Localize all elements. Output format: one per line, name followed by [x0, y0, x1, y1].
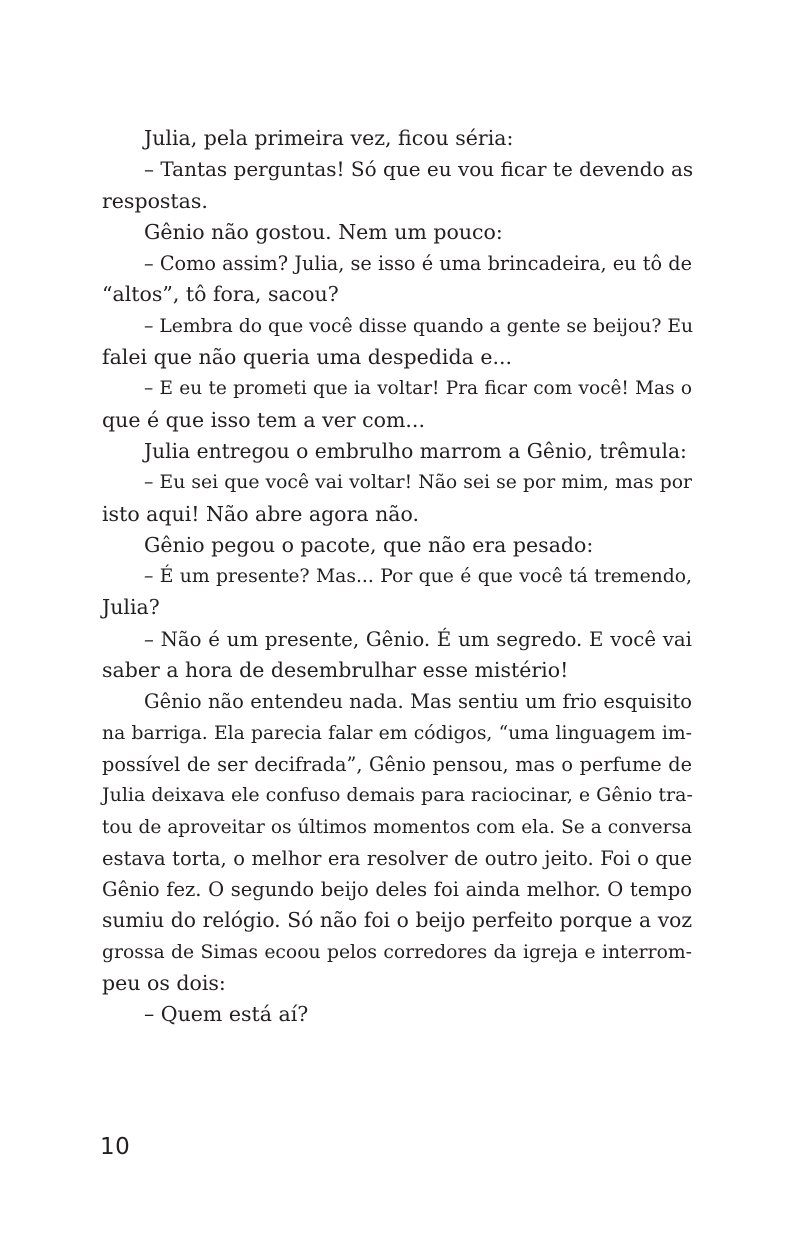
text-line: “altos”, tô fora, sacou?: [102, 282, 339, 307]
text-line: possível de ser decifrada”, Gênio pensou, mas o perfume de: [102, 752, 692, 776]
text-line: Julia, pela primeira vez, ficou séria:: [144, 126, 514, 150]
text-line: – Não é um presente, Gênio. É um segredo. E você vai: [144, 627, 692, 651]
text-line: – Lembra do que você disse quando a gente se beijou? Eu: [144, 315, 694, 337]
text-line: Gênio não gostou. Nem um pouco:: [144, 219, 503, 244]
text-line: Gênio fez. O segundo beijo deles foi ainda melhor. O tempo: [102, 878, 692, 902]
text-line: grossa de Simas ecoou pelos corredores da igreja e interrom-: [102, 941, 692, 963]
text-line: – Quem está aí?: [144, 1002, 309, 1027]
text-line: – Tantas perguntas! Só que eu vou ficar te devendo as: [144, 157, 694, 182]
text-line: Gênio não entendeu nada. Mas sentiu um frio esquisito: [144, 690, 692, 714]
text-line: estava torta, o melhor era resolver de outro jeito. Foi o que: [102, 846, 692, 870]
text-line: peu os dois:: [102, 971, 226, 996]
text-line: saber a hora de desembrulhar esse mistério!: [102, 658, 569, 683]
text-line: – Como assim? Julia, se isso é uma brincadeira, eu tô de: [144, 252, 692, 276]
page-number: 10: [100, 1134, 131, 1160]
text-line: Julia entregou o embrulho marrom a Gênio, trêmula:: [144, 438, 687, 463]
body-text: [102, 123, 692, 1031]
text-line: na barriga. Ela parecia falar em códigos, “uma linguagem im-: [102, 722, 692, 744]
text-line: respostas.: [102, 188, 208, 213]
text-line: isto aqui! Não abre agora não.: [102, 501, 419, 526]
text-line: Gênio pegou o pacote, que não era pesado:: [144, 532, 594, 557]
text-line: falei que não queria uma despedida e...: [102, 345, 513, 370]
text-line: que é que isso tem a ver com...: [102, 407, 425, 432]
text-line: – Eu sei que você vai voltar! Não sei se por mim, mas por: [144, 472, 692, 494]
text-line: sumiu do relógio. Só não foi o beijo perfeito porque a voz: [102, 908, 692, 933]
text-line: tou de aproveitar os últimos momentos com ela. Se a conversa: [102, 816, 692, 838]
text-line: – É um presente? Mas... Por que é que você tá tremendo,: [144, 566, 692, 588]
text-line: – E eu te prometi que ia voltar! Pra ficar com você! Mas o: [144, 378, 692, 400]
text-line: Julia deixava ele confuso demais para raciocinar, e Gênio tra-: [102, 784, 693, 807]
text-line: Julia?: [102, 595, 160, 620]
